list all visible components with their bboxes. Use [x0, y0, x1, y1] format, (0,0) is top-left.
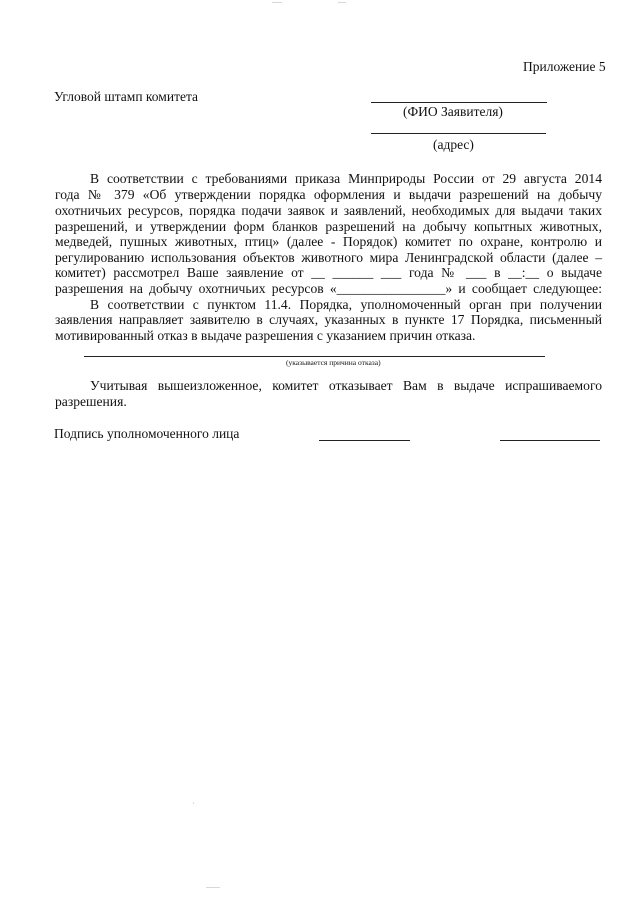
scan-artifact-top	[272, 2, 282, 3]
paragraph-1-line: медведей, пушных животных, птиц» (далее - Порядок) комитет по охране, контролю и	[55, 234, 602, 249]
refusal-reason-caption: (указывается причина отказа)	[286, 358, 381, 367]
signature-line	[319, 440, 410, 441]
paragraph-3-line: разрешения.	[55, 394, 127, 409]
refusal-reason-line	[84, 356, 545, 357]
paragraph-1-line: В соответствии с требованиями приказа Минприроды России от 29 августа 2014	[90, 171, 602, 186]
applicant-name-caption: (ФИО Заявителя)	[403, 104, 503, 119]
appendix-label: Приложение 5	[523, 59, 606, 74]
paragraph-1-line: года № 379 «Об утверждении порядка оформления и выдачи разрешений на добычу	[55, 187, 602, 202]
paragraph-3-line: Учитывая вышеизложенное, комитет отказывает Вам в выдаче испрашиваемого	[90, 378, 602, 393]
paragraph-1-line: охотничьих ресурсов, порядка подачи заявок и заявлений, необходимых для выдачи таких	[55, 203, 602, 218]
paragraph-1-line: регулированию использования объектов животного мира Ленинградской области (далее –	[55, 250, 602, 265]
scan-artifact-bottom	[206, 887, 220, 888]
corner-stamp-label: Угловой штамп комитета	[54, 89, 199, 104]
applicant-address-line	[371, 133, 546, 134]
paragraph-2-line: мотивированный отказ в выдаче разрешения с указанием причин отказа.	[55, 328, 476, 343]
signature-label: Подпись уполномоченного лица	[54, 426, 240, 441]
paragraph-1-line: разрешения на добычу охотничьих ресурсов «________________» и сообщает следующее:	[55, 281, 602, 296]
applicant-name-line	[371, 102, 547, 103]
applicant-address-caption: (адрес)	[433, 137, 474, 152]
paragraph-2-line: В соответствии с пунктом 11.4. Порядка, уполномоченный орган при получении	[90, 297, 602, 312]
paragraph-1-line: комитет) рассмотрел Ваше заявление от __ ______ ___ года № ___ в __:__ о выдаче	[55, 265, 602, 280]
scan-artifact-top-2	[338, 2, 346, 3]
paragraph-2-line: заявления направляет заявителю в случаях, указанных в пункте 17 Порядка, письменный	[55, 312, 602, 327]
paragraph-1-line: разрешений, и утверждении форм бланков разрешений на добычу копытных животных,	[55, 219, 602, 234]
scan-artifact-mid	[193, 802, 194, 806]
signature-name-line	[500, 440, 600, 441]
